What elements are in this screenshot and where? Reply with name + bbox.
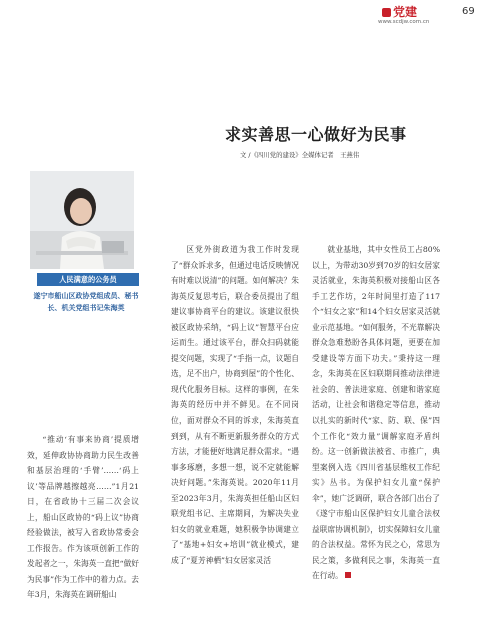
- caption-text: 遂宁市船山区政协党组成员、秘书长、机关党组书记朱海英: [33, 291, 139, 312]
- portrait-photo: [30, 171, 134, 269]
- end-mark-icon: [345, 572, 351, 578]
- column-1-text: “推动‘有事来协商’提质增效，延伸政协协商助力民生改善和基层治理的‘手臂’……‘码上议’等品牌越擦越亮……”1月21日，在省政协十三届二次会议上，船山区政协的“码上议”协商经验做法，被写入省政协常委会工作报告。作为该项创新工作的发起者之一，朱海英一直把“做好为民事”作为工作中的着力点。去年3月，朱海英在调研船山: [27, 435, 139, 600]
- article-column-1: [27, 432, 139, 603]
- caption-banner: 人民满意的公务员: [37, 273, 139, 286]
- article-column-2: [171, 242, 299, 568]
- page-number: 69: [462, 6, 475, 17]
- article-byline: 文 /《四川党的建设》全媒体记者 王燕伟: [240, 151, 360, 159]
- column-2-text: 区党外街政道为我工作时发现了“群众诉求多，但通过电话反映情况有时难以说清”的问题。如何解决？朱海英反复思考后，联合委员提出了组建议事协商平台的建议。该建议很快被区政协采纳，“码上议”智慧平台应运而生。通过该平台，群众扫码就能提交问题，实现了“手指一点，议题自选，足不出户，协商到屋”的个性化、现代化服务目标。这样的事例，在朱海英的经历中并不鲜见。在不同岗位，面对群众不同的诉求，朱海英直到到，从有不断更新服务群众的方式方法，才能便好地满足群众需求。“遇事多琢磨，多想一想，说不定就能解决好问题。”朱海英说。2020年11月至2023年3月，朱海英担任船山区妇联党组书记、主席期间，为解决失业妇女的就业难题，她积极争协调建立了“基地+妇女+培训”就业模式，建成了“夏芳神栖”妇女居家灵活: [171, 245, 299, 565]
- column-3-body: 就业基地，其中女性员工占80%以上，为带动30岁到70岁的妇女居家灵活就业，朱海英积极对接船山区各手工艺作坊，2年时间里打造了117个“妇女之家”和14个妇女居家灵活就业示范基地。“如何服务，不光靠解决群众急难愁盼各具体问题，更要在加受建设等方面下功夫。”秉持这一理念，朱海英在区妇联期间推动法律进社会的、普法进家庭、创建和谐家庭活动，让社会和谐稳定等信息，推动以扎实的新时代“家、防、联、保”四个工作化“效力量”调解家庭矛盾纠纷。这一创新做法被省、市推广，典型案例入选《四川省基层维权工作纪实》丛书。为保护妇女儿童“保护伞”，她广泛调研，联合各部门出台了《遂宁市船山区保护妇女儿童合法权益联席协调机制》，切实保障妇女儿童的合法权益。常怀为民之心，常思为民之策，多做利民之事，朱海英一直在行动。: [312, 245, 440, 581]
- article-column-3: [312, 242, 440, 584]
- logo-text: 党建: [393, 5, 418, 19]
- column-3-text: [312, 242, 440, 584]
- header-url: www.scdjw.com.cn: [378, 19, 430, 25]
- logo-mark-icon: [382, 8, 391, 17]
- magazine-logo: [382, 3, 417, 20]
- article-title: 求实善思一心做好为民事: [225, 125, 407, 144]
- portrait-illustration: [30, 171, 134, 269]
